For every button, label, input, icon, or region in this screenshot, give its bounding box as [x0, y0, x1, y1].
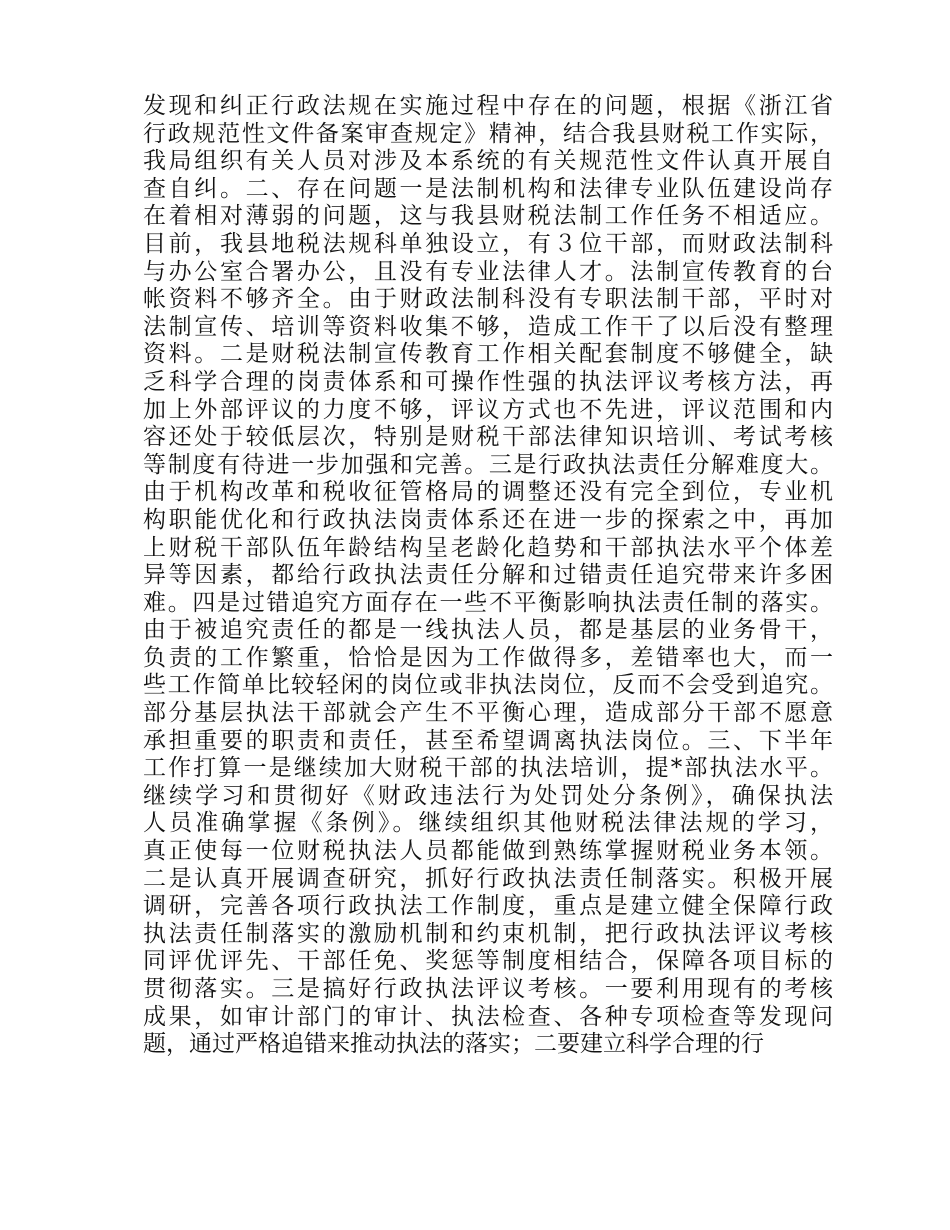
text-line: 与办公室合署办公，且没有专业法律人才。法制宣传教育的台 [143, 258, 833, 285]
text-line: 成果，如审计部门的审计、执法检查、各种专项检查等发现问 [143, 1003, 833, 1030]
text-line: 人员准确掌握《条例》。继续组织其他财税法律法规的学习， [143, 810, 833, 837]
text-line: 资料。二是财税法制宣传教育工作相关配套制度不够健全，缺 [143, 341, 833, 368]
text-line: 同评优评先、干部任免、奖惩等制度相结合，保障各项目标的 [143, 948, 833, 975]
text-line: 构职能优化和行政执法岗责体系还在进一步的探索之中，再加 [143, 506, 833, 533]
text-line: 二是认真开展调查研究，抓好行政执法责任制落实。积极开展 [143, 865, 833, 892]
text-line: 真正使每一位财税执法人员都能做到熟练掌握财税业务本领。 [143, 838, 833, 865]
body-text [143, 93, 833, 1059]
text-line: 异等因素，都给行政执法责任分解和过错责任追究带来许多困 [143, 562, 833, 589]
text-line: 工作打算一是继续加大财税干部的执法培训，提*部执法水平。 [143, 755, 833, 782]
text-line: 由于机构改革和税收征管格局的调整还没有完全到位，专业机 [143, 479, 833, 506]
text-line: 容还处于较低层次，特别是财税干部法律知识培训、考试考核 [143, 424, 833, 451]
text-line: 在着相对薄弱的问题，这与我县财税法制工作任务不相适应。 [143, 203, 833, 230]
text-line: 行政规范性文件备案审查规定》精神，结合我县财税工作实际， [143, 120, 833, 147]
text-line: 调研，完善各项行政执法工作制度，重点是建立健全保障行政 [143, 893, 833, 920]
text-line: 些工作简单比较轻闲的岗位或非执法岗位，反而不会受到追究。 [143, 672, 833, 699]
text-line: 查自纠。二、存在问题一是法制机构和法律专业队伍建设尚存 [143, 175, 833, 202]
text-line: 贯彻落实。三是搞好行政执法评议考核。一要利用现有的考核 [143, 976, 833, 1002]
text-line: 由于被追究责任的都是一线执法人员，都是基层的业务骨干， [143, 617, 833, 644]
text-line: 执法责任制落实的激励机制和约束机制，把行政执法评议考核 [143, 920, 833, 947]
text-line: 难。四是过错追究方面存在一些不平衡影响执法责任制的落实。 [143, 589, 833, 616]
text-line: 我局组织有关人员对涉及本系统的有关规范性文件认真开展自 [143, 148, 833, 175]
text-line: 等制度有待进一步加强和完善。三是行政执法责任分解难度大。 [143, 451, 833, 478]
text-line: 发现和纠正行政法规在实施过程中存在的问题，根据《浙江省 [143, 93, 833, 119]
text-line: 帐资料不够齐全。由于财政法制科没有专职法制干部，平时对 [143, 286, 833, 313]
text-line: 负责的工作繁重，恰恰是因为工作做得多，差错率也大，而一 [143, 644, 833, 671]
text-line: 继续学习和贯彻好《财政违法行为处罚处分条例》，确保执法 [143, 782, 833, 809]
text-line: 部分基层执法干部就会产生不平衡心理，造成部分干部不愿意 [143, 700, 833, 727]
text-line: 承担重要的职责和责任，甚至希望调离执法岗位。三、下半年 [143, 727, 833, 754]
text-line: 乏科学合理的岗责体系和可操作性强的执法评议考核方法，再 [143, 368, 833, 395]
text-line: 题，通过严格追错来推动执法的落实；二要建立科学合理的行 [143, 1031, 764, 1058]
text-line: 加上外部评议的力度不够，评议方式也不先进，评议范围和内 [143, 396, 833, 423]
text-line: 目前，我县地税法规科单独设立，有３位干部，而财政法制科 [143, 230, 833, 257]
text-line: 上财税干部队伍年龄结构呈老龄化趋势和干部执法水平个体差 [143, 534, 833, 561]
text-line: 法制宣传、培训等资料收集不够，造成工作干了以后没有整理 [143, 313, 833, 340]
